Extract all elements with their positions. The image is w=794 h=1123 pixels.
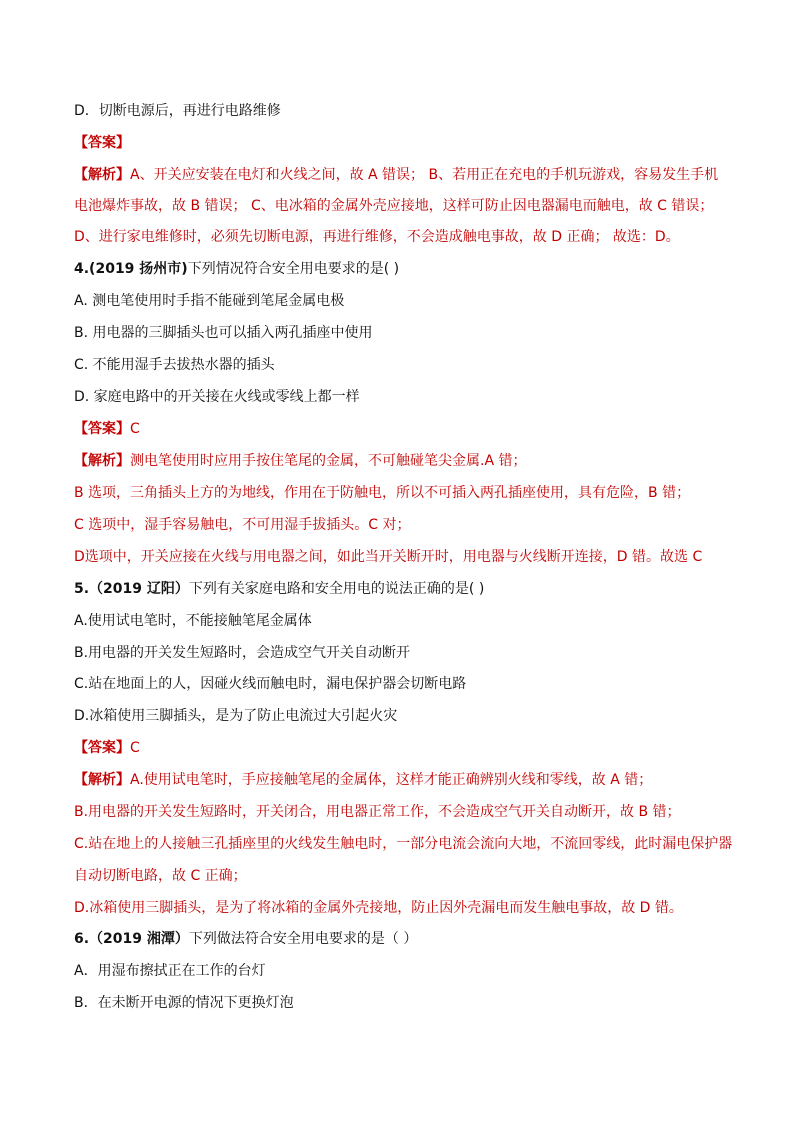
q5-analysis-line-3: C.站在地上的人接触三孔插座里的火线发生触电时，一部分电流会流向大地，不流回零线，此时漏电保护器 xyxy=(74,836,733,852)
q6-option-a: A．用湿布擦拭正在工作的台灯 xyxy=(74,963,266,979)
q5-option-c: C.站在地面上的人，因碰火线而触电时，漏电保护器会切断电路 xyxy=(74,676,467,692)
q5-analysis-line-1 xyxy=(74,770,652,790)
analysis-tag: 【解析】 xyxy=(74,453,130,469)
q4-option-c: C. 不能用湿手去拔热水器的插头 xyxy=(74,357,275,373)
q6-stem-row xyxy=(74,929,417,949)
analysis-text: A、开关应安装在电灯和火线之间，故 A 错误； B、若用正在充电的手机玩游戏，容易发生手机 xyxy=(130,167,719,183)
analysis-tag: 【解析】 xyxy=(74,772,130,788)
prev-analysis-line-2: 电池爆炸事故，故 B 错误； C、电冰箱的金属外壳应接地，这样可防止因电器漏电而触电，故 C 错误； xyxy=(74,198,714,214)
q5-option-d: D.冰箱使用三脚插头，是为了防止电流过大引起火灾 xyxy=(74,708,398,724)
prev-option-d: D．切断电源后，再进行电路维修 xyxy=(74,103,281,119)
answer-tag: 【答案】 xyxy=(74,740,130,756)
q5-stem: 下列有关家庭电路和安全用电的说法正确的是( ) xyxy=(188,581,485,597)
q4-option-d: D. 家庭电路中的开关接在火线或零线上都一样 xyxy=(74,389,360,405)
q6-stem: 下列做法符合安全用电要求的是（ ） xyxy=(188,931,418,947)
q5-option-b: B.用电器的开关发生短路时，会造成空气开关自动断开 xyxy=(74,645,411,661)
answer-tag: 【答案】 xyxy=(74,135,130,151)
q5-answer-row xyxy=(74,738,140,758)
q4-analysis-line-1 xyxy=(74,451,526,471)
q5-analysis-line-4: 自动切断电路，故 C 正确； xyxy=(74,868,247,884)
q6-number: 6.（2019 湘潭） xyxy=(74,931,189,947)
q5-analysis-line-2: B.用电器的开关发生短路时，开关闭合，用电器正常工作，不会造成空气开关自动断开，故 B 错； xyxy=(74,804,681,820)
q5-number: 5.（2019 辽阳） xyxy=(74,581,189,597)
q5-option-a: A.使用试电笔时，不能接触笔尾金属体 xyxy=(74,613,312,629)
prev-answer-row xyxy=(74,133,130,153)
q4-analysis-line-3: C 选项中，湿手容易触电，不可用湿手拔插头。C 对； xyxy=(74,517,411,533)
q4-answer: C xyxy=(130,421,140,437)
analysis-text: A.使用试电笔时，手应接触笔尾的金属体，这样才能正确辨别火线和零线，故 A 错； xyxy=(130,772,653,788)
q4-option-a: A. 测电笔使用时手指不能碰到笔尾金属电极 xyxy=(74,293,345,309)
answer-tag: 【答案】 xyxy=(74,421,130,437)
q5-analysis-line-5: D.冰箱使用三脚插头，是为了将冰箱的金属外壳接地，防止因外壳漏电而发生触电事故，故 D 错。 xyxy=(74,900,683,916)
q4-option-b: B. 用电器的三脚插头也可以插入两孔插座中使用 xyxy=(74,325,373,341)
q4-analysis-line-2: B 选项，三角插头上方的为地线，作用在于防触电，所以不可插入两孔插座使用，具有危险，B 错； xyxy=(74,485,691,501)
q4-stem: 下列情况符合安全用电要求的是( ) xyxy=(187,261,400,277)
q4-number: 4.(2019 扬州市) xyxy=(74,261,188,277)
q4-answer-row xyxy=(74,419,140,439)
analysis-text: 测电笔使用时应用手按住笔尾的金属，不可触碰笔尖金属.A 错； xyxy=(130,453,527,469)
analysis-tag: 【解析】 xyxy=(74,167,130,183)
prev-analysis-line-3: D、进行家电维修时，必须先切断电源，再进行维修，不会造成触电事故，故 D 正确； 故选：D。 xyxy=(74,229,680,245)
q4-analysis-line-4: D选项中，开关应接在火线与用电器之间，如此当开关断开时，用电器与火线断开连接，D 错。故选 C xyxy=(74,549,703,565)
q5-answer: C xyxy=(130,740,140,756)
q4-stem-row xyxy=(74,259,399,279)
q5-stem-row xyxy=(74,579,484,599)
prev-analysis-line-1 xyxy=(74,165,718,185)
q6-option-b: B．在未断开电源的情况下更换灯泡 xyxy=(74,995,294,1011)
